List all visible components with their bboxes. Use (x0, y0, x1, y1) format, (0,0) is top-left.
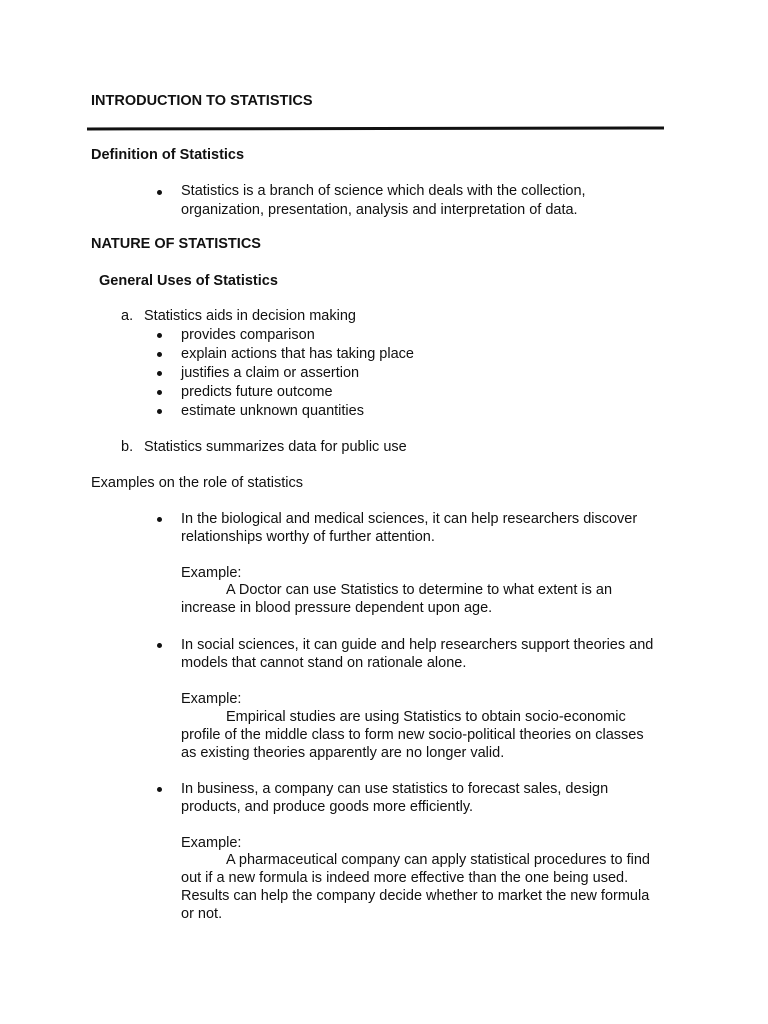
bullet-icon (157, 390, 162, 395)
social-text-line-2: models that cannot stand on rationale alone. (181, 655, 467, 671)
bullet-icon (157, 371, 162, 376)
bullet-icon (157, 409, 162, 414)
bullet-icon (157, 787, 162, 792)
business-example-line-1: A pharmaceutical company can apply statistical procedures to find (226, 852, 650, 868)
biological-example-line-1: A Doctor can use Statistics to determine to what extent is an (226, 582, 613, 598)
bullet-icon (157, 352, 162, 357)
bullet-icon (157, 333, 162, 338)
use-list-item: provides comparison (181, 327, 315, 343)
item-b-text: Statistics summarizes data for public use (144, 439, 407, 455)
example-label: Example: (181, 691, 242, 707)
business-example-line-3: Results can help the company decide whether to market the new formula (181, 888, 650, 904)
bullet-icon (157, 517, 162, 522)
item-b-marker: b. (121, 439, 134, 455)
definition-text-line-2: organization, presentation, analysis and interpretation of data. (181, 202, 578, 218)
business-example-line-2: out if a new formula is indeed more effective than the one being used. (181, 870, 629, 886)
biological-example-line-2: increase in blood pressure dependent upon age. (181, 600, 493, 616)
social-example-line-1: Empirical studies are using Statistics to obtain socio-economic (226, 709, 626, 725)
use-list-item: explain actions that has taking place (181, 346, 414, 362)
nature-heading: NATURE OF STATISTICS (91, 236, 261, 252)
examples-heading: Examples on the role of statistics (91, 475, 303, 491)
biological-text-line-1: In the biological and medical sciences, it can help researchers discover (181, 511, 638, 527)
title-underline-rule (87, 126, 664, 130)
use-list-item: justifies a claim or assertion (181, 365, 360, 381)
social-example-line-3: as existing theories apparently are no longer valid. (181, 745, 505, 761)
definition-text-line-1: Statistics is a branch of science which deals with the collection, (181, 183, 586, 199)
bullet-icon (157, 190, 162, 195)
social-text-line-1: In social sciences, it can guide and help researchers support theories and (181, 637, 654, 653)
general-uses-heading: General Uses of Statistics (99, 273, 278, 289)
example-label: Example: (181, 565, 242, 581)
use-list-item: predicts future outcome (181, 384, 333, 400)
item-a-text: Statistics aids in decision making (144, 308, 356, 324)
biological-text-line-2: relationships worthy of further attention. (181, 529, 435, 545)
business-text-line-2: products, and produce goods more efficiently. (181, 799, 474, 815)
page-title: INTRODUCTION TO STATISTICS (91, 93, 313, 109)
bullet-icon (157, 643, 162, 648)
use-list-item: estimate unknown quantities (181, 403, 364, 419)
example-label: Example: (181, 835, 242, 851)
social-example-line-2: profile of the middle class to form new socio-political theories on classes (181, 727, 644, 743)
business-example-line-4: or not. (181, 906, 223, 922)
definition-heading: Definition of Statistics (91, 147, 245, 163)
business-text-line-1: In business, a company can use statistics to forecast sales, design (181, 781, 609, 797)
item-a-marker: a. (121, 308, 134, 324)
